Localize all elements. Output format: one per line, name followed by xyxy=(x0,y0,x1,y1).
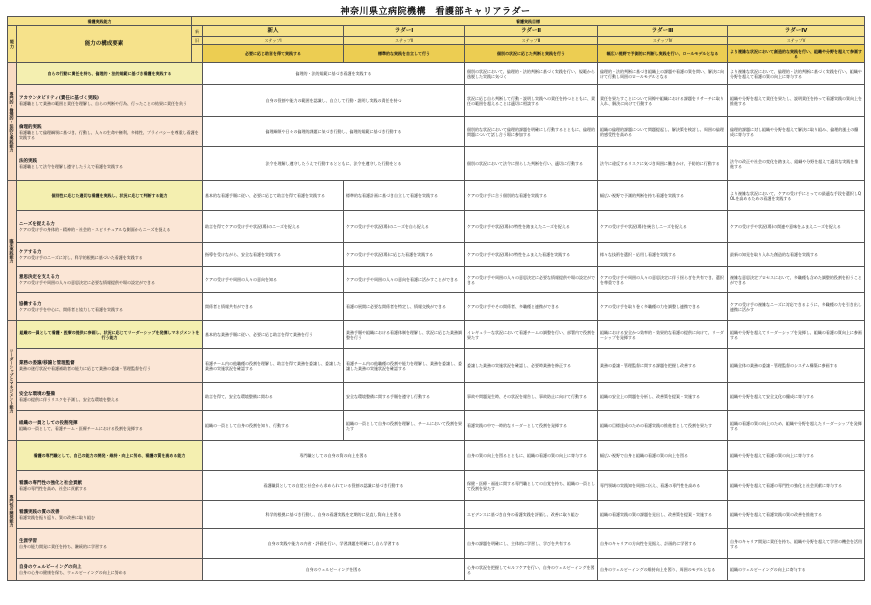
level-cell: より複雑な状況において、ケアの受け手にとっての最適な手段を選択しQOLを高めるための看護を実践する xyxy=(728,181,865,211)
category-label: リーダーシップとマネジメント能力 xyxy=(8,321,17,441)
element-cell xyxy=(17,63,203,85)
level-cell: 委譲した業務の実施状況を確認し、必要時業務を修正する xyxy=(465,349,598,383)
header-capability: 能力 xyxy=(8,26,17,63)
element-cell xyxy=(17,211,203,243)
element-title: 自身のウェルビーイングの向上 xyxy=(19,565,82,570)
element-cell xyxy=(17,501,203,529)
level-cell: 自身のウェルビーイングを図る xyxy=(203,559,465,581)
level-cell: ケアの受け手や状況(場)を統合しニーズを捉える xyxy=(598,211,728,243)
element-text: 自らの行動に責任を持ち、倫理的・法的規範に基づき看護を実践する xyxy=(47,71,172,76)
element-cell xyxy=(17,147,203,181)
element-text: 自身の心身の健康を保ち、ウェルビーイングの向上に努める xyxy=(19,570,127,575)
level-cell: ケアの受け手や状況(場)のニーズを自ら捉える xyxy=(344,211,465,243)
level-cell: 組織の倫理的課題について問題提起し、解決策を検討し、周囲の倫理的感受性を高める xyxy=(598,117,728,147)
level-cell: 自身の実践や能力の内省・評価を行い、学習課題を明確にし自ら学習する xyxy=(203,529,465,559)
level-goal: 個別の状況に応じた判断と実践を行う xyxy=(465,45,598,63)
level-cell: 個別の状況において、倫理的・法的判断に基づく実践を行い、規範から逸脱した実践に気づく xyxy=(465,63,598,85)
level-cell: 組織の看護実践の質の課題を見出し、改善策を提案・実施する xyxy=(598,501,728,529)
level-cell: 指導を受けながら、安全な看護を実践する xyxy=(203,243,344,267)
element-title: ケアする力 xyxy=(19,250,42,255)
level-name: ラダーⅢ xyxy=(598,26,728,37)
level-cell: 組織や分野を超えて看護の専門性の強化と社会貢献に寄与する xyxy=(728,471,865,501)
element-title: 意思決定を支える力 xyxy=(19,275,60,280)
level-cell: ケアの受け手や周囲の人々の意思決定に伴う揺らぎを共有でき、選択を尊重できる xyxy=(598,267,728,293)
element-text: 組織の一員として看護・医療の提供に参画し、状況に応じてリーダーシップを発揮しマネジメントを行う能力 xyxy=(19,329,200,340)
level-cell: 標準的な看護計画に基づき自立して看護を実践する xyxy=(344,181,465,211)
level-cell: 組織や分野を超えてリーダーシップを発揮し、組織の看護の質向上に参画する xyxy=(728,321,865,349)
level-cell: ケアの受け手の複雑なニーズに対応できるように、多職種の力を引き出し連携に活かす xyxy=(728,293,865,321)
element-cell xyxy=(17,559,203,581)
category-label: 専門性の開発能力 xyxy=(8,441,17,581)
header-left-group: 看護実践能力 xyxy=(8,17,192,26)
element-title: 業務の委譲/移譲と管理監督 xyxy=(19,361,75,366)
element-title: 協働する力 xyxy=(19,302,42,307)
level-old-step: ステップⅢ xyxy=(465,37,598,45)
level-cell: 様々な技術を選択・応用し看護を実践する xyxy=(598,243,728,267)
level-cell: 心身の状況を把握してセルフケアを行い、自身のウェルビーイングを図る xyxy=(465,559,598,581)
header-old-label: 旧 xyxy=(192,37,203,45)
level-cell: より複雑な状況において、倫理的・法的判断に基づく実践を行い、組織や分野を超えて看護の質の向上に寄与する xyxy=(728,63,865,85)
element-cell xyxy=(17,117,203,147)
career-ladder-table xyxy=(7,16,865,581)
level-cell: 倫理綱領や日々の倫理的課題に気づき行動し、倫理的規範に基づき行動する xyxy=(203,117,465,147)
level-name: ラダーⅡ xyxy=(465,26,598,37)
element-cell xyxy=(17,243,203,267)
level-cell: 組織や分野を超えて看護実践の質の改善を推進する xyxy=(728,501,865,529)
element-text: 看護実践を振り返り、質の改善に取り組む xyxy=(19,515,95,520)
element-text: 看護の専門職として、自己の能力の開発・維持・向上に努め、看護の質を高める能力 xyxy=(33,453,186,458)
level-cell: 組織や分野を超えて看護の質の向上に寄与する xyxy=(728,441,865,471)
element-cell xyxy=(17,321,203,349)
level-goal: 標準的な実践を自立して行う xyxy=(344,45,465,63)
level-cell: ケアの受け手や状況(場)の特性を踏まえたニーズを捉える xyxy=(465,211,598,243)
level-cell: 組織全体の業務の委譲・管理監督のシステム構築に参画する xyxy=(728,349,865,383)
level-cell: 業務手順や組織における看護体制を理解し、状況に応じた業務調整を行う xyxy=(344,321,465,349)
level-cell: 最新の知見を取り入れた創造的な看護を実践する xyxy=(728,243,865,267)
level-cell: 組織の目標達成のための看護実践の推進者として役割を果たす xyxy=(598,411,728,441)
level-cell: 倫理的課題に対し組織や分野を超えて解決に取り組み、倫理的風土の醸成に寄与する xyxy=(728,117,865,147)
level-cell: 組織の看護の質の向上のため、組織や分野を超えたリーダーシップを発揮する xyxy=(728,411,865,441)
header-elements: 能力の構成要素 xyxy=(17,26,192,63)
level-cell: ケアの受け手や状況(場)の関連や意味をふまえニーズを捉える xyxy=(728,211,865,243)
level-cell: ケアの受け手を取り巻く多職種の力を調整し連携できる xyxy=(598,293,728,321)
level-old-step: ステップⅣ xyxy=(598,37,728,45)
level-cell: ケアの受け手や状況(場)に応じた看護を実践する xyxy=(344,243,465,267)
level-cell: 自身のキャリアの方向性を見据え、計画的に学習する xyxy=(598,529,728,559)
element-text: 組織の一員として、看護チーム・医療チームにおける役割を発揮する xyxy=(19,426,143,431)
level-cell: ケアの受け手や周囲の人々の意思決定に必要な情報提供や場の設定ができる xyxy=(465,267,598,293)
level-cell: 個別の状況において法令に照らした判断を行い、適切に行動する xyxy=(465,147,598,181)
level-cell: ケアの受け手やその関係者、多職種と連携ができる xyxy=(465,293,598,321)
level-old-step: ステップⅠ xyxy=(203,37,344,45)
level-cell: 状況に応じ自ら判断して行動・説明し実践への責任を持つとともに、責任の範囲を超えることは適切に相談する xyxy=(465,85,598,117)
level-cell: 組織の安全上の問題を分析し、改善策を提案・実施する xyxy=(598,383,728,411)
level-cell: 組織における安全かつ効率的・効果的な看護の提供に向けて、リーダーシップを発揮する xyxy=(598,321,728,349)
level-cell: ケアの受け手や周囲の人々の意向を知る xyxy=(203,267,344,293)
level-cell: 幅広い視野で自身と組織の看護の質の向上を図る xyxy=(598,441,728,471)
level-old-step: ステップⅤ xyxy=(728,37,865,45)
element-text: 自身の能力開発に責任を持ち、継続的に学習する xyxy=(19,544,107,549)
element-cell xyxy=(17,411,203,441)
level-cell: 法令に違反するリスクに気づき周囲に働きかけ、予防的に行動する xyxy=(598,147,728,181)
element-text: ケアの受け手のニーズに対し、科学的根拠に基づいた看護を実践する xyxy=(19,255,143,260)
level-goal: より複雑な状況において創造的な実践を行い、組織や分野を超えて参画する xyxy=(728,45,865,63)
element-title: 看護実践の質の改善 xyxy=(19,510,60,515)
level-cell: 看護実践の中で一時的なリーダーとして役割を発揮する xyxy=(465,411,598,441)
level-goal: 幅広い視野で予測的に判断し実践を行い、ロールモデルとなる xyxy=(598,45,728,63)
level-name: ラダーⅠ xyxy=(344,26,465,37)
level-cell: 関係者と情報共有ができる xyxy=(203,293,344,321)
level-cell: 専門領域の実践知を周囲に伝え、看護の専門性を高める xyxy=(598,471,728,501)
level-cell: 自身のウェルビーイングの維持向上を図り、周囲のモデルとなる xyxy=(598,559,728,581)
element-title: 倫理的実践 xyxy=(19,124,42,130)
level-cell: 法令を理解し遵守したうえで行動するとともに、法令を遵守した行動をとる xyxy=(203,147,465,181)
level-cell: 倫理的・法的判断に基づき組織上の課題や看護の質を問い、解決に向けて行動し周囲のロールモデルとなる xyxy=(598,63,728,85)
level-cell: 助言を得て、安全な環境整備に関わる xyxy=(203,383,344,411)
level-cell: 安全な環境整備に関する手順を遵守し行動する xyxy=(344,383,465,411)
element-text: 業務の遂行状況や看護補助者の能力に応じて業務の委譲・管理監督を行う xyxy=(19,366,151,371)
level-cell: 基本的な看護手順に従い、必要に応じて助言を得て看護を実践する xyxy=(203,181,344,211)
level-cell: 専門職としての自身の質の向上を図る xyxy=(203,441,465,471)
element-cell xyxy=(17,383,203,411)
element-text: 看護職として法令を理解し遵守したうえで看護を実践する xyxy=(19,164,123,169)
level-cell: 幅広い視野で予測的判断を持ち看護を実践する xyxy=(598,181,728,211)
element-title: 生涯学習 xyxy=(19,539,37,544)
element-title: 看護の専門性の強化と社会貢献 xyxy=(19,481,82,486)
element-text: 看護職として倫理綱領に基づき、行動し、人々の生命や権利、多様性、プライバシーを尊重し看護を実践する xyxy=(19,129,199,140)
element-cell xyxy=(17,181,203,211)
level-name: ラダーⅣ xyxy=(728,26,865,37)
level-cell: 看護の展開に必要な関係者を特定し、情報交換ができる xyxy=(344,293,465,321)
level-cell: エビデンスに基づき自身の看護実践を評価し、改善に取り組む xyxy=(465,501,598,529)
element-title: ニーズを捉える力 xyxy=(19,222,55,227)
level-cell: 法令の改正や社会の変化を踏まえ、組織や分野を超えて適切な実践を推進する xyxy=(728,147,865,181)
element-cell xyxy=(17,529,203,559)
element-title: 組織の一員としての役割発揮 xyxy=(19,421,78,426)
element-text: 個別性に応じた適切な看護を実践し、状況に応じて判断する能力 xyxy=(51,193,168,198)
level-cell: 看護チーム内の他職種の役割や能力を理解し、業務を委譲し、委譲した業務の実施状況を確認する xyxy=(344,349,465,383)
element-title: アカウンタビリティ(責任に基づく実践) xyxy=(19,96,99,101)
level-old-step: ステップⅡ xyxy=(344,37,465,45)
element-text: 看護の専門性を高め、社会に貢献する xyxy=(19,486,87,491)
level-cell: 責任を果たすことについて同僚や組織における課題をリサーチに取り入れ、解決に向けて行動する xyxy=(598,85,728,117)
element-cell xyxy=(17,349,203,383)
element-cell xyxy=(17,441,203,471)
element-cell xyxy=(17,85,203,117)
header-right-group: 看護実践目標 xyxy=(192,17,865,26)
level-cell: 個別的な状況において倫理的課題を明確にし行動するとともに、倫理的問題について話し合う場に参加する xyxy=(465,117,598,147)
level-goal: 必要に応じ助言を得て実践する xyxy=(203,45,344,63)
level-cell: 自身の課題を明確にし、主体的に学習し、学びを共有する xyxy=(465,529,598,559)
level-cell: 科学的根拠に基づき行動し、自身の看護実践を定期的に見直し質向上を図る xyxy=(203,501,465,529)
level-cell: 看護チーム内の他職種の役割を理解し、助言を得て業務を委譲し、委譲した業務の実施状況を確認する xyxy=(203,349,344,383)
element-text: 看護職として業務の範囲と責任を理解し、自らの判断や行為、行ったことの結果に責任を負う xyxy=(19,101,187,106)
level-cell: 組織のウェルビーイングの向上に寄与する xyxy=(728,559,865,581)
level-cell: 組織や分野を超えて安全文化の醸成に寄与する xyxy=(728,383,865,411)
level-cell: 保健・医療・福祉に関する専門職としての自覚を持ち、組織の一員として役割を果たす xyxy=(465,471,598,501)
level-cell: 基本的な業務手順に従い、必要に応じ助言を得て業務を行う xyxy=(203,321,344,349)
category-label: 臨床実践能力 xyxy=(8,181,17,321)
element-text: ケアの受け手を中心に、関係者と協力して看護を実践する xyxy=(19,307,123,312)
level-cell: 事故や問題発生時、その状況を報告し、事故防止に向けて行動する xyxy=(465,383,598,411)
level-cell: 複雑な意思決定プロセスにおいて、多職種も含めた調整的役割を担うことができる xyxy=(728,267,865,293)
element-cell xyxy=(17,293,203,321)
header-new-label: 新 xyxy=(192,26,203,37)
level-cell: 自身の質の向上を図るとともに、組織の看護の質の向上に寄与する xyxy=(465,441,598,471)
element-text: 看護の提供に伴うリスクを予測し、安全な環境を整える xyxy=(19,397,119,402)
level-cell: 助言を得てケアの受け手や状況(場)のニーズを捉える xyxy=(203,211,344,243)
level-cell: 自身の役割や能力の範囲を認識し、自立して行動・説明し実践の責任を持つ xyxy=(203,85,465,117)
element-text: ケアの受け手や周囲の人々の意思決定に必要な情報提供や場の設定ができる xyxy=(19,280,155,285)
element-text: ケアの受け手の身体的・精神的・社会的・スピリチュアルな側面からニーズを捉える xyxy=(19,227,171,232)
element-cell xyxy=(17,471,203,501)
level-cell: 組織の一員として自身の役割を知り、行動する xyxy=(203,411,344,441)
element-cell xyxy=(17,267,203,293)
page-title: 神奈川県立病院機構 看護部キャリアラダー xyxy=(340,7,531,17)
element-title: 法的実践 xyxy=(19,159,37,164)
level-cell: 業務の委譲・管理監督に関する課題を把握し改善する xyxy=(598,349,728,383)
level-cell: ケアの受け手に合う個別的な看護を実践する xyxy=(465,181,598,211)
level-cell: イレギュラーな状況において看護チームの調整を行い、部署内で役割を果たす xyxy=(465,321,598,349)
category-label: 専門的・倫理的・法的な実践能力 xyxy=(8,63,17,181)
level-cell: 組織や分野を超えて責任を果たし、説明責任を持って看護実践の質向上を推進する xyxy=(728,85,865,117)
level-cell: 組織の一員として自身の役割を理解し、チームにおいて役割を果たす xyxy=(344,411,465,441)
level-name: 新人 xyxy=(203,26,344,37)
level-cell: ケアの受け手や状況(場)の特性をふまえた看護を実践する xyxy=(465,243,598,267)
element-title: 安全な環境の整備 xyxy=(19,392,55,397)
level-cell: ケアの受け手や周囲の人々の意向を看護に活かすことができる xyxy=(344,267,465,293)
level-cell: 倫理的・法的規範に基づき看護を実践する xyxy=(203,63,465,85)
level-cell: 自身のキャリア開発に責任を持ち、組織や分野を超えて学習の機会を活用する xyxy=(728,529,865,559)
level-cell: 看護職員としての自覚と社会から求められている役割の認識に基づき行動する xyxy=(203,471,465,501)
